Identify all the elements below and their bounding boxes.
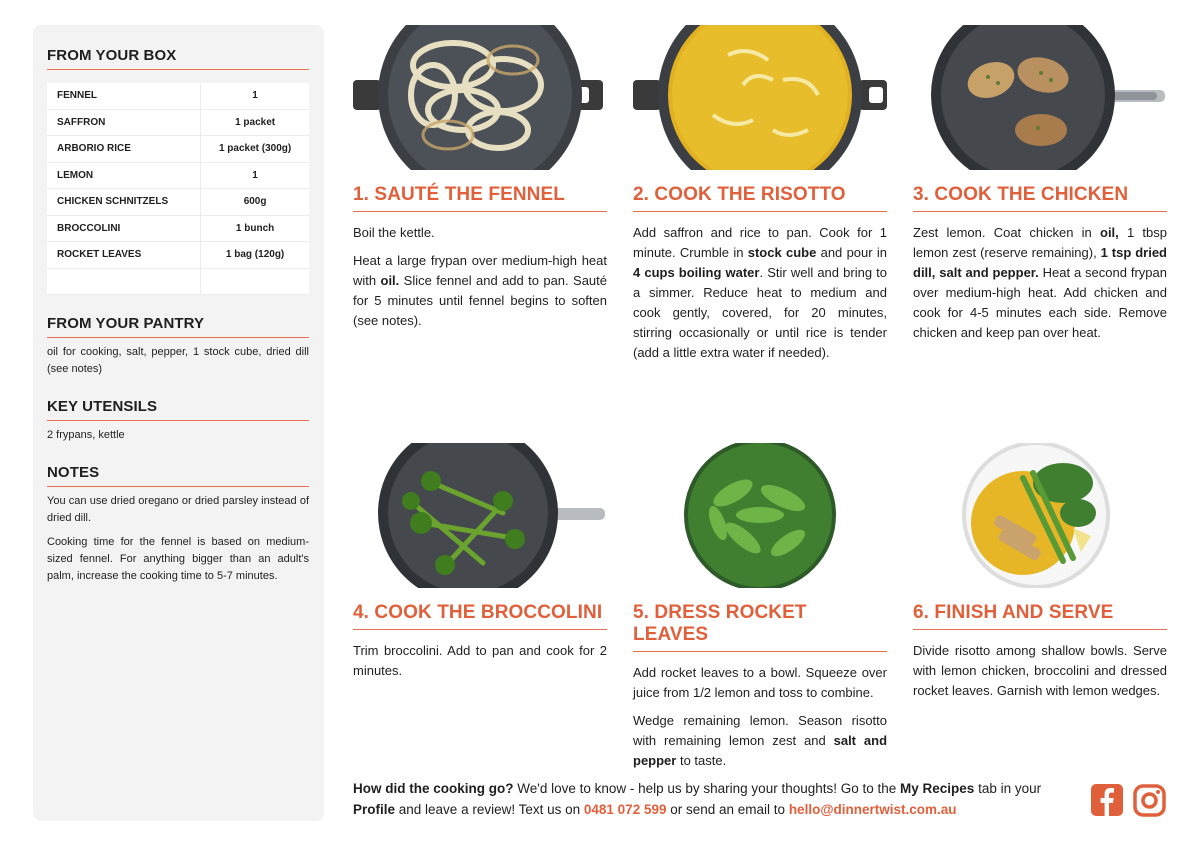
ingredient-name: BROCCOLINI	[47, 215, 201, 242]
table-row	[47, 83, 309, 109]
step-paragraph: Trim broccolini. Add to pan and cook for 2 minutes.	[353, 643, 607, 678]
from-your-pantry-heading: FROM YOUR PANTRY	[47, 315, 309, 338]
text: Zest lemon. Coat chicken in	[913, 225, 1100, 240]
ingredient-qty: 1 packet	[201, 109, 309, 136]
ingredient-name: LEMON	[47, 162, 201, 189]
feedback-footer	[353, 778, 1073, 820]
step-title: 1. SAUTÉ THE FENNEL	[353, 184, 607, 212]
plated-dish-image	[913, 443, 1167, 588]
pan-risotto-image	[633, 25, 887, 170]
pantry-text: oil for cooking, salt, pepper, 1 stock cube, dried dill (see notes)	[47, 346, 309, 375]
text: Heat a large frypan over medium-high heat with	[353, 253, 607, 288]
table-row	[47, 215, 309, 242]
text: and leave a review! Text us on	[395, 802, 584, 817]
table-row	[47, 109, 309, 136]
step-paragraph: Divide risotto among shallow bowls. Serve with lemon chicken, broccolini and dressed rocket leaves. Garnish with lemon wedges.	[913, 643, 1167, 698]
bold-text: salt and pepper	[633, 733, 888, 768]
text: Add saffron and rice to pan. Cook for 1 minute. Crumble in	[633, 225, 887, 260]
ingredient-name: CHICKEN SCHNITZELS	[47, 189, 201, 216]
bowl-rocket-image	[633, 443, 887, 588]
text: 1 tbsp lemon zest (reserve remaining),	[913, 225, 1167, 260]
text: tab in your	[974, 781, 1042, 796]
step-paragraph	[353, 251, 607, 331]
step-paragraph	[633, 223, 887, 363]
bold-text: oil,	[1100, 225, 1119, 240]
step-6	[913, 443, 1167, 709]
table-row	[47, 162, 309, 189]
step-text	[633, 663, 887, 771]
table-row	[47, 136, 309, 163]
ingredient-name: ROCKET LEAVES	[47, 242, 201, 269]
bold-text: oil.	[380, 273, 400, 288]
table-row-empty	[47, 268, 309, 295]
profile-label: Profile	[353, 802, 396, 817]
step-paragraph	[633, 711, 887, 771]
step-3	[913, 25, 1167, 351]
note-paragraph: Cooking time for the fennel is based on medium-sized fennel. For anything bigger than an adult's palm, increase the cooking time to 5-7 minutes.	[47, 536, 309, 582]
step-text	[633, 223, 887, 363]
step-text	[353, 641, 607, 681]
step-text	[913, 641, 1167, 701]
notes-heading: NOTES	[47, 464, 309, 487]
email-link[interactable]: hello@dinnertwist.com.au	[788, 802, 957, 817]
from-your-box-heading: FROM YOUR BOX	[47, 47, 309, 70]
step-title: 5. DRESS ROCKET LEAVES	[633, 602, 887, 652]
phone-link[interactable]: 0481 072 599	[583, 802, 667, 817]
text: Heat a second frypan over medium-high heat. Add chicken and cook for 4-5 minutes each side. Remove chicken and keep pan over heat.	[913, 265, 1167, 340]
text: to taste.	[676, 753, 727, 768]
step-title: 4. COOK THE BROCCOLINI	[353, 602, 607, 630]
ingredient-qty: 600g	[201, 189, 309, 216]
text: or send an email to	[666, 802, 789, 817]
text: and pour in	[816, 245, 887, 260]
table-row	[47, 242, 309, 269]
step-paragraph	[913, 223, 1167, 343]
bold-text: stock cube	[747, 245, 817, 260]
text: . Stir well and bring to a simmer. Reduce heat to medium and cook gently, covered, for 20 minutes, stirring occasionally or until rice is tender (add a little extra water if needed).	[633, 265, 887, 360]
text: Slice fennel and add to pan. Sauté for 5 minutes until fennel begins to soften (see notes).	[353, 273, 607, 328]
ingredient-name: SAFFRON	[47, 109, 201, 136]
step-paragraph: Boil the kettle.	[353, 225, 435, 240]
step-text	[913, 223, 1167, 343]
my-recipes-label: My Recipes	[900, 781, 975, 796]
step-1	[353, 25, 607, 339]
step-2	[633, 25, 887, 371]
ingredient-qty: 1 bunch	[201, 215, 309, 242]
key-utensils-heading: KEY UTENSILS	[47, 398, 309, 421]
notes-text	[47, 493, 309, 585]
step-title: 2. COOK THE RISOTTO	[633, 184, 887, 212]
step-paragraph: Add rocket leaves to a bowl. Squeeze over juice from 1/2 lemon and toss to combine.	[633, 665, 887, 700]
ingredients-sidebar	[33, 25, 324, 821]
step-4	[353, 443, 607, 689]
text: We'd love to know - help us by sharing your thoughts! Go to the	[513, 781, 901, 796]
feedback-question: How did the cooking go?	[353, 781, 514, 796]
facebook-icon[interactable]	[1091, 784, 1123, 816]
ingredient-qty: 1	[201, 83, 309, 109]
ingredient-qty: 1 packet (300g)	[201, 136, 309, 163]
utensils-text: 2 frypans, kettle	[47, 429, 125, 441]
step-title: 3. COOK THE CHICKEN	[913, 184, 1167, 212]
ingredient-name: ARBORIO RICE	[47, 136, 201, 163]
step-5	[633, 443, 887, 779]
ingredients-table	[47, 83, 309, 295]
pan-fennel-image	[353, 25, 607, 170]
text: Wedge remaining lemon. Season risotto with remaining lemon zest and	[633, 713, 887, 748]
step-title: 6. FINISH AND SERVE	[913, 602, 1167, 630]
note-paragraph: You can use dried oregano or dried parsley instead of dried dill.	[47, 495, 309, 524]
step-text	[353, 223, 607, 331]
ingredient-qty: 1	[201, 162, 309, 189]
instagram-icon[interactable]	[1133, 784, 1166, 817]
bold-text: 4 cups boiling water	[633, 265, 760, 280]
ingredient-name: FENNEL	[47, 83, 201, 109]
ingredient-qty: 1 bag (120g)	[201, 242, 309, 269]
pan-broccolini-image	[353, 443, 607, 588]
bold-text: 1 tsp dried dill, salt and pepper.	[913, 245, 1167, 280]
pan-chicken-image	[913, 25, 1167, 170]
table-row	[47, 189, 309, 216]
